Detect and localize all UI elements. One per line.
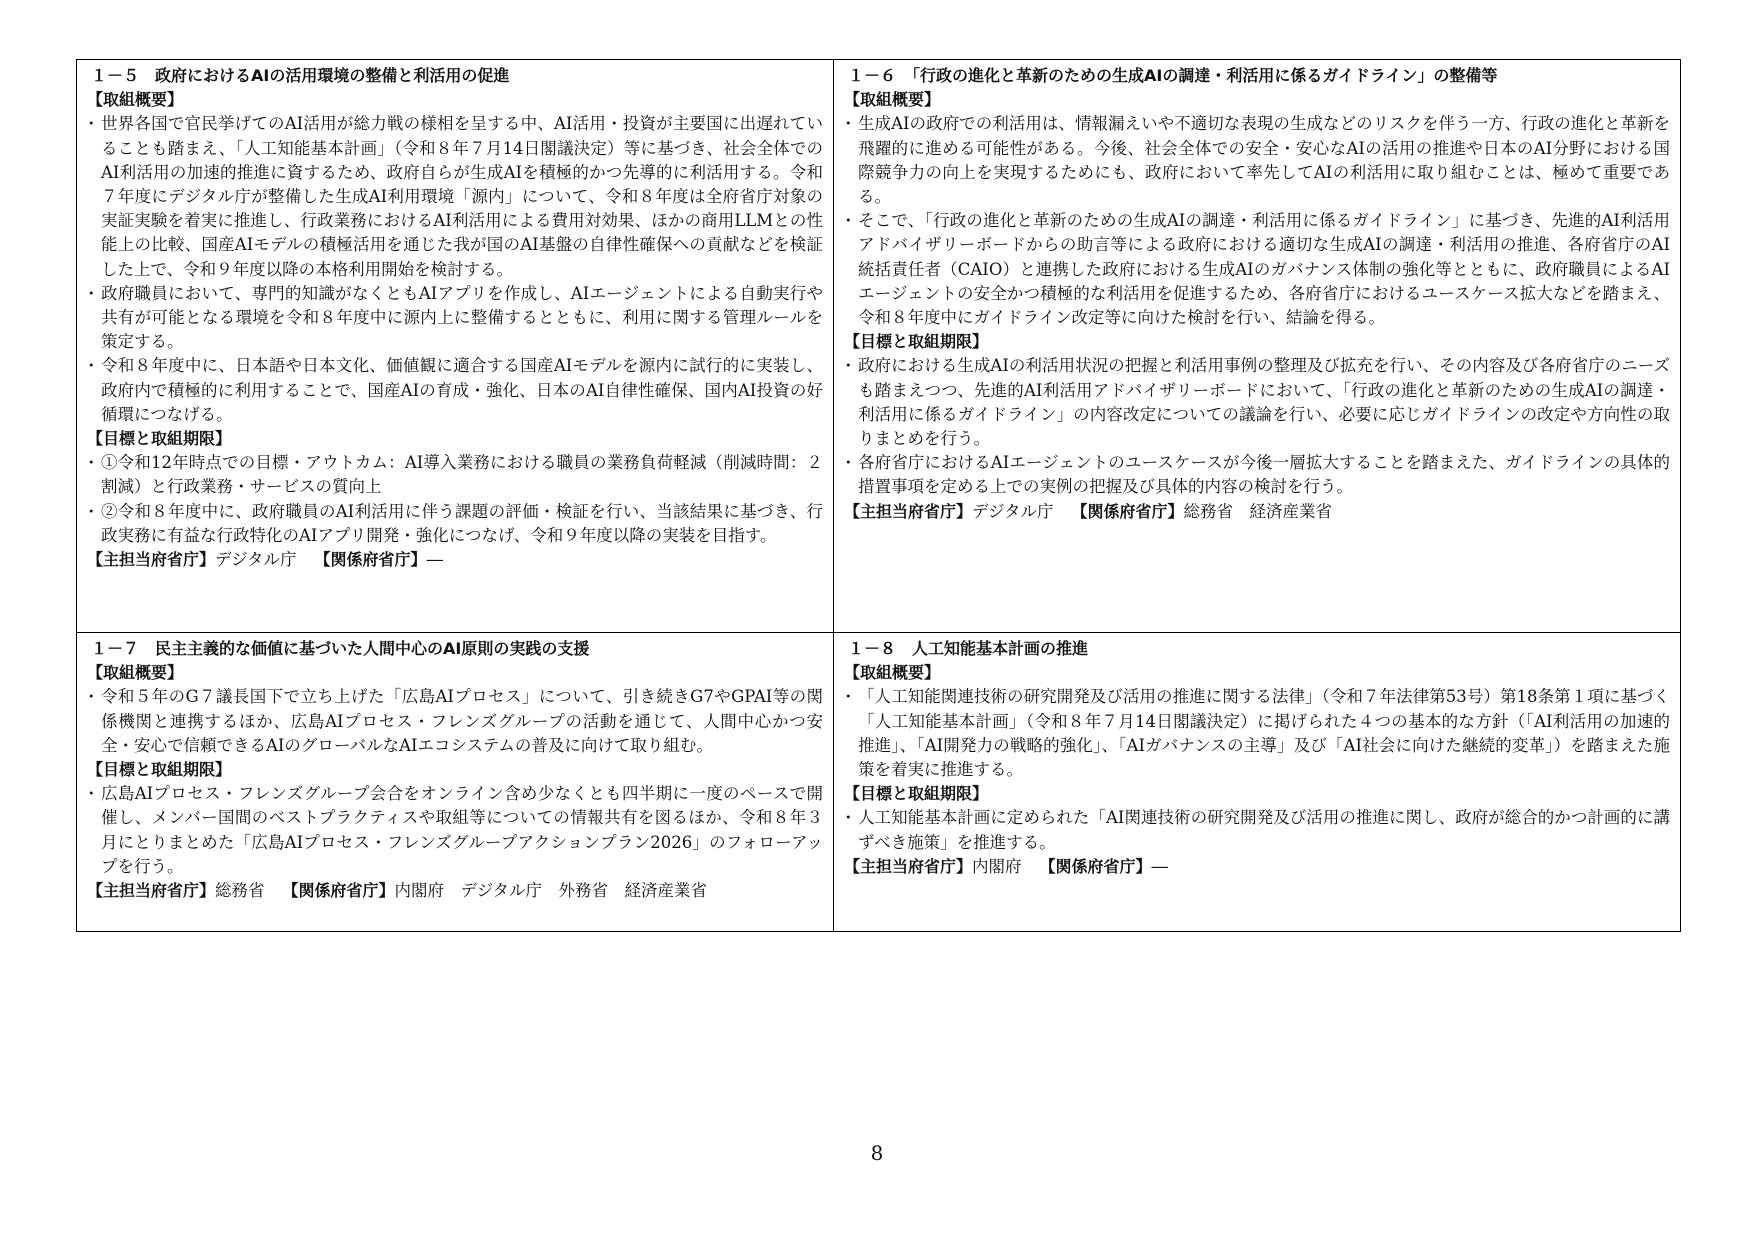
overview-list	[840, 112, 1670, 330]
bullet-mark: ・	[83, 784, 100, 804]
list-item	[840, 806, 1670, 854]
goals-list	[83, 451, 823, 548]
goals-list	[840, 806, 1670, 854]
list-item-text: 令和５年のG７議長国下で立ち上げた「広島AIプロセス」について、引き続きG7やGPAI等の関係機関と連携するほか、広島AIプロセス・フレンズグループの活動を通じて、人間中心かつ安全・安心で信頼できるAIのグローバルなAIエコシステムの普及に向けて取り組む。	[101, 687, 823, 755]
list-item-text: 人工知能基本計画に定められた「AI関連技術の研究開発及び活用の推進に関し、政府が総合的かつ計画的に講ずべき施策」を推進する。	[858, 808, 1670, 852]
list-item-text: 世界各国で官民挙げてのAI活用が総力戦の様相を呈する中、AI活用・投資が主要国に出遅れていることも踏まえ、「人工知能基本計画」（令和８年７月14日閣議決定）等に基づき、社会全体でのAI利活用の加速的推進に資するため、政府自らが生成AIを積極的かつ先導的に利活用する。令和７年度にデジタル庁が整備した生成AI利用環境「源内」について、令和８年度は全府省庁対象の実証実験を着実に推進し、行政業務におけるAI利活用による費用対効果、ほかの商用LLMとの性能上の比較、国産AIモデルの積極活用を通じた我が国のAI基盤の自律性確保への貢献などを検証した上で、令和９年度以降の本格利用開始を検討する。	[101, 114, 823, 279]
lead-ministry: 総務省	[215, 881, 265, 901]
overview-label: 【取組概要】	[844, 663, 941, 683]
overview-list	[840, 685, 1670, 782]
goals-list	[83, 782, 823, 879]
list-item	[83, 500, 823, 548]
bullet-mark: ・	[840, 114, 857, 134]
lead-ministry-label: 【主担当府省庁】	[87, 881, 216, 901]
measure-cell-1-5	[77, 60, 834, 633]
measure-cell-1-7	[77, 633, 834, 932]
list-item	[840, 112, 1670, 209]
goals-label: 【目標と取組期限】	[844, 784, 989, 804]
lead-ministry-label: 【主担当府省庁】	[844, 856, 973, 876]
goals-label: 【目標と取組期限】	[87, 429, 232, 449]
section-title: １－７ 民主主義的な価値に基づいた人間中心のAI原則の実践の支援	[91, 639, 590, 658]
overview-list	[83, 685, 823, 758]
list-item	[840, 209, 1670, 330]
related-ministries-label: 【関係府省庁】	[1071, 501, 1184, 521]
bullet-mark: ・	[840, 687, 857, 707]
table-row	[77, 633, 1681, 932]
measures-table	[76, 59, 1681, 932]
measure-cell-1-8	[834, 633, 1681, 932]
list-item-text: 政府における生成AIの利活用状況の把握と利活用事例の整理及び拡充を行い、その内容及び各府省庁のニーズも踏まえつつ、先進的AI利活用アドバイザリーボードにおいて、「行政の進化と革新のための生成AIの調達・利活用に係るガイドライン」の内容改定についての議論を行い、必要に応じガイドラインの改定や方向性の取りまとめを行う。	[858, 356, 1670, 449]
list-item-text: 生成AIの政府での利活用は、情報漏えいや不適切な表現の生成などのリスクを伴う一方、行政の進化と革新を飛躍的に進める可能性がある。今後、社会全体での安全・安心なAIの活用の推進や日本のAI分野における国際競争力の向上を実現するためにも、政府において率先してAIの利活用に取り組むことは、極めて重要である。	[858, 114, 1670, 207]
list-item-text: そこで、「行政の進化と革新のための生成AIの調達・利活用に係るガイドライン」に基づき、先進的AI利活用アドバイザリーボードからの助言等による政府における適切な生成AIの調達・利活用の推進、各府省庁のAI統括責任者（CAIO）と連携した政府における生成AIのガバナンス体制の強化等とともに、政府職員によるAIエージェントの安全かつ積極的な利活用を促進するため、各府省庁におけるユースケース拡大などを踏まえ、令和８年度中にガイドライン改定等に向けた検討を行い、結論を得る。	[858, 211, 1670, 328]
list-item-text: ①令和12年時点での目標・アウトカム：AI導入業務における職員の業務負荷軽減（削減時間：２割減）と行政業務・サービスの質向上	[101, 453, 823, 497]
bullet-mark: ・	[83, 453, 100, 473]
list-item	[840, 451, 1670, 499]
page-number: 8	[870, 1141, 884, 1165]
overview-list	[83, 112, 823, 427]
lead-ministry: デジタル庁	[972, 501, 1054, 521]
overview-label: 【取組概要】	[87, 663, 184, 683]
related-ministries-label: 【関係府省庁】	[282, 881, 395, 901]
measure-cell-1-6	[834, 60, 1681, 633]
bullet-mark: ・	[83, 687, 100, 707]
section-title: １－６ 「行政の進化と革新のための生成AIの調達・利活用に係るガイドライン」の整備等	[848, 66, 1498, 85]
bullet-mark: ・	[83, 501, 100, 521]
section-title: １－５ 政府におけるAIの活用環境の整備と利活用の促進	[91, 66, 510, 85]
goals-list	[840, 354, 1670, 499]
section-title: １－８ 人工知能基本計画の推進	[848, 639, 1089, 658]
list-item	[83, 282, 823, 355]
bullet-mark: ・	[840, 356, 857, 376]
bullet-mark: ・	[840, 211, 857, 231]
list-item-text: 政府職員において、専門的知識がなくともAIアプリを作成し、AIエージェントによる自動実行や共有が可能となる環境を令和８年度中に源内上に整備するとともに、利用に関する管理ルールを策定する。	[101, 283, 823, 352]
lead-ministry-label: 【主担当府省庁】	[87, 550, 216, 570]
list-item	[83, 782, 823, 879]
bullet-mark: ・	[840, 453, 857, 473]
list-item	[83, 451, 823, 499]
related-ministries: 内閣府 デジタル庁 外務省 経済産業省	[394, 881, 708, 901]
lead-ministry: デジタル庁	[215, 550, 297, 570]
list-item	[83, 354, 823, 427]
list-item-text: 広島AIプロセス・フレンズグループ会合をオンライン含め少なくとも四半期に一度のペースで開催し、メンバー国間のベストプラクティスや取組等についての情報共有を図るほか、令和８年３月にとりまとめた「広島AIプロセス・フレンズグループアクションプラン2026」のフォローアップを行う。	[101, 784, 823, 876]
list-item-text: 各府省庁におけるAIエージェントのユースケースが今後一層拡大することを踏まえた、ガイドラインの具体的措置事項を定める上での実例の把握及び具体的内容の検討を行う。	[858, 453, 1670, 497]
ministries-line	[87, 879, 823, 903]
related-ministries: ―	[1151, 856, 1169, 876]
overview-label: 【取組概要】	[87, 90, 184, 110]
ministries-line	[844, 500, 1670, 524]
related-ministries-label: 【関係府省庁】	[1039, 856, 1152, 876]
list-item-text: 令和８年度中に、日本語や日本文化、価値観に適合する国産AIモデルを源内に試行的に実装し、政府内で積極的に利用することで、国産AIの育成・強化、日本のAI自律性確保、国内AI投資の好循環につなげる。	[101, 356, 823, 424]
goals-label: 【目標と取組期限】	[844, 332, 989, 352]
list-item-text: ②令和８年度中に、政府職員のAI利活用に伴う課題の評価・検証を行い、当該結果に基づき、行政実務に有益な行政特化のAIアプリ開発・強化につなげ、令和９年度以降の実装を目指す。	[101, 501, 823, 545]
lead-ministry: 内閣府	[972, 856, 1022, 876]
list-item	[83, 685, 823, 758]
list-item-text: 「人工知能関連技術の研究開発及び活用の推進に関する法律」（令和７年法律第53号）第18条第１項に基づく「人工知能基本計画」（令和８年７月14日閣議決定）に掲げられた４つの基本的な方針（「AI利活用の加速的推進」、「AI開発力の戦略的強化」、「AIガバナンスの主導」及び「AI社会に向けた継続的変革」）を踏まえた施策を着実に推進する。	[858, 687, 1670, 780]
bullet-mark: ・	[83, 114, 100, 134]
list-item	[840, 685, 1670, 782]
bullet-mark: ・	[840, 808, 857, 828]
related-ministries: 総務省 経済産業省	[1183, 501, 1333, 521]
bullet-mark: ・	[83, 356, 100, 376]
related-ministries: ―	[426, 550, 444, 570]
goals-label: 【目標と取組期限】	[87, 760, 232, 780]
table-row	[77, 60, 1681, 633]
bullet-mark: ・	[83, 283, 100, 303]
overview-label: 【取組概要】	[844, 90, 941, 110]
lead-ministry-label: 【主担当府省庁】	[844, 501, 973, 521]
ministries-line	[844, 855, 1670, 879]
ministries-line	[87, 548, 823, 572]
list-item	[83, 112, 823, 281]
related-ministries-label: 【関係府省庁】	[314, 550, 427, 570]
list-item	[840, 354, 1670, 451]
